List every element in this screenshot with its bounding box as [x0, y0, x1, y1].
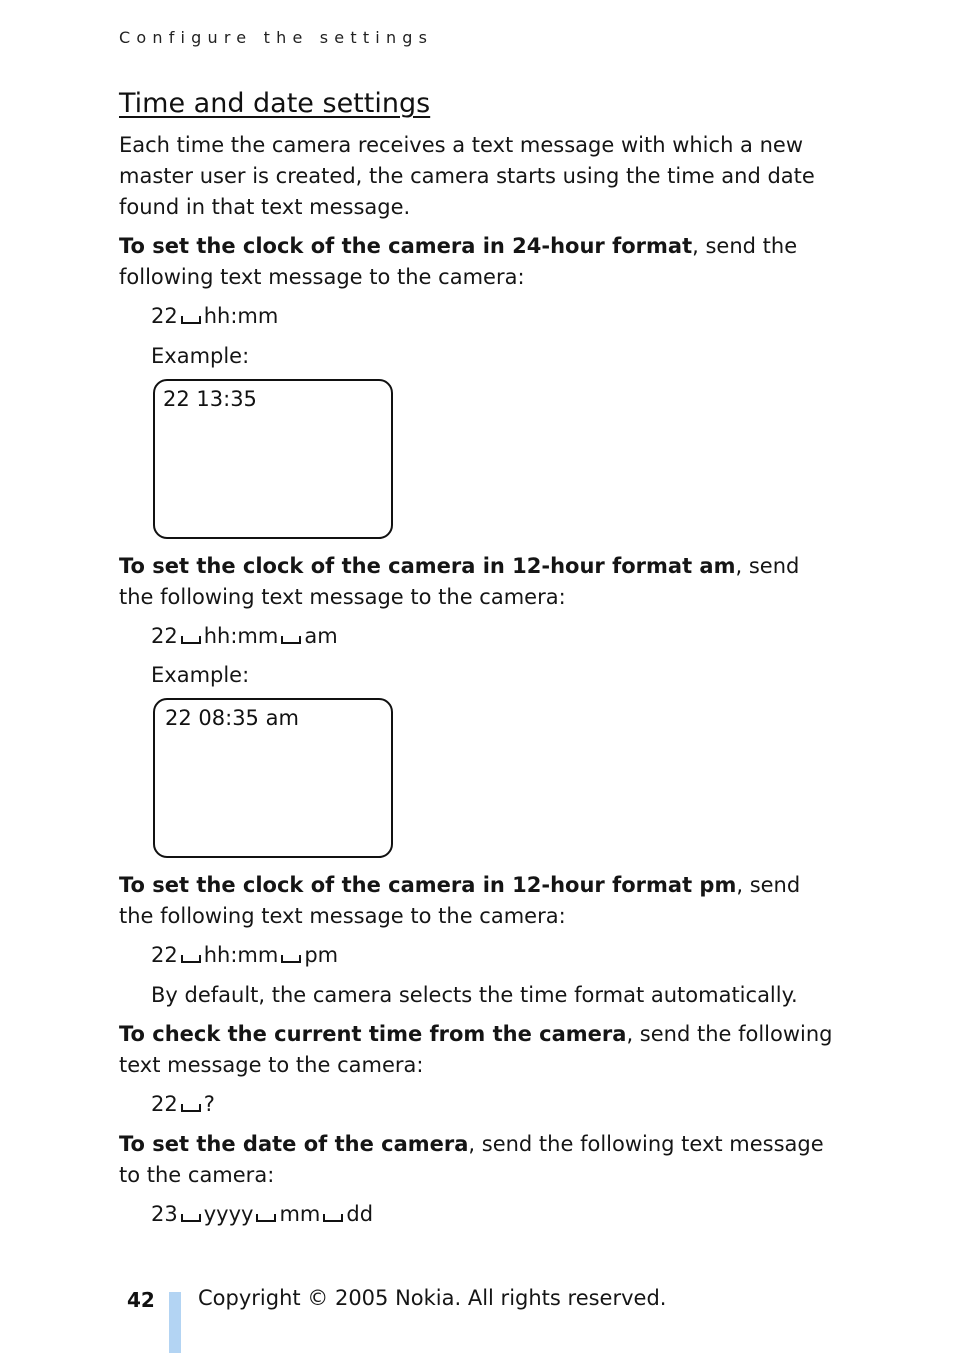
footer-accent-bar — [169, 1292, 181, 1353]
instruction-12h-pm-bold: To set the clock of the camera in 12-hour format pm — [119, 873, 737, 897]
space-symbol-icon — [256, 1214, 276, 1222]
command-token: 22 — [151, 943, 178, 967]
page-number: 42 — [127, 1288, 155, 1312]
instruction-24h-bold: To set the clock of the camera in 24-hour format — [119, 234, 693, 258]
instruction-24h — [119, 231, 839, 293]
instruction-set-date-rest: , send the following text message to the camera: — [119, 1132, 824, 1187]
phone-screen-example-12h-am — [153, 698, 393, 858]
command-token: 22 — [151, 624, 178, 648]
example-message-12h-am: 22 08:35 am — [165, 706, 299, 730]
space-symbol-icon — [181, 636, 201, 644]
command-token: mm — [279, 1202, 321, 1226]
instruction-12h-am-bold: To set the clock of the camera in 12-hour format am — [119, 554, 736, 578]
command-set-date — [151, 1199, 373, 1230]
example-message-24h: 22 13:35 — [163, 387, 257, 411]
space-symbol-icon — [181, 316, 201, 324]
space-symbol-icon — [281, 955, 301, 963]
command-token: hh:mm — [203, 943, 279, 967]
example-label-24h: Example: — [151, 344, 250, 368]
instruction-12h-pm-rest: , send the following text message to the camera: — [119, 873, 801, 928]
instruction-24h-rest: , send the following text message to the camera: — [119, 234, 798, 289]
phone-screen-example-24h — [153, 379, 393, 539]
example-label-12h-am: Example: — [151, 663, 250, 687]
space-symbol-icon — [181, 1214, 201, 1222]
section-title: Time and date settings — [119, 88, 431, 119]
instruction-set-date-bold: To set the date of the camera — [119, 1132, 469, 1156]
command-token: 22 — [151, 1092, 178, 1116]
command-token: 22 — [151, 304, 178, 328]
command-token: hh:mm — [203, 624, 279, 648]
command-token: yyyy — [203, 1202, 254, 1226]
instruction-check-time — [119, 1019, 839, 1081]
command-token: 23 — [151, 1202, 178, 1226]
command-token: pm — [304, 943, 339, 967]
space-symbol-icon — [181, 955, 201, 963]
command-check-time — [151, 1089, 215, 1120]
copyright-notice: Copyright © 2005 Nokia. All rights reserved. — [198, 1286, 667, 1310]
running-header: Configure the settings — [119, 28, 434, 47]
space-symbol-icon — [181, 1104, 201, 1112]
command-token: hh:mm — [203, 304, 279, 328]
space-symbol-icon — [323, 1214, 343, 1222]
command-token: am — [304, 624, 338, 648]
command-token: ? — [203, 1092, 215, 1116]
command-12h-pm — [151, 940, 338, 971]
command-24h — [151, 301, 278, 332]
instruction-check-time-bold: To check the current time from the camera — [119, 1022, 627, 1046]
instruction-12h-am-rest: , send the following text message to the camera: — [119, 554, 800, 609]
instruction-check-time-rest: , send the following text message to the camera: — [119, 1022, 833, 1077]
intro-paragraph: Each time the camera receives a text message with which a new master user is created, the camera starts using the time and date found in that text message. — [119, 133, 815, 219]
default-format-note: By default, the camera selects the time format automatically. — [151, 983, 798, 1007]
space-symbol-icon — [281, 636, 301, 644]
command-token: dd — [346, 1202, 374, 1226]
instruction-set-date — [119, 1129, 839, 1191]
instruction-12h-pm — [119, 870, 839, 932]
command-12h-am — [151, 621, 338, 652]
instruction-12h-am — [119, 551, 839, 613]
